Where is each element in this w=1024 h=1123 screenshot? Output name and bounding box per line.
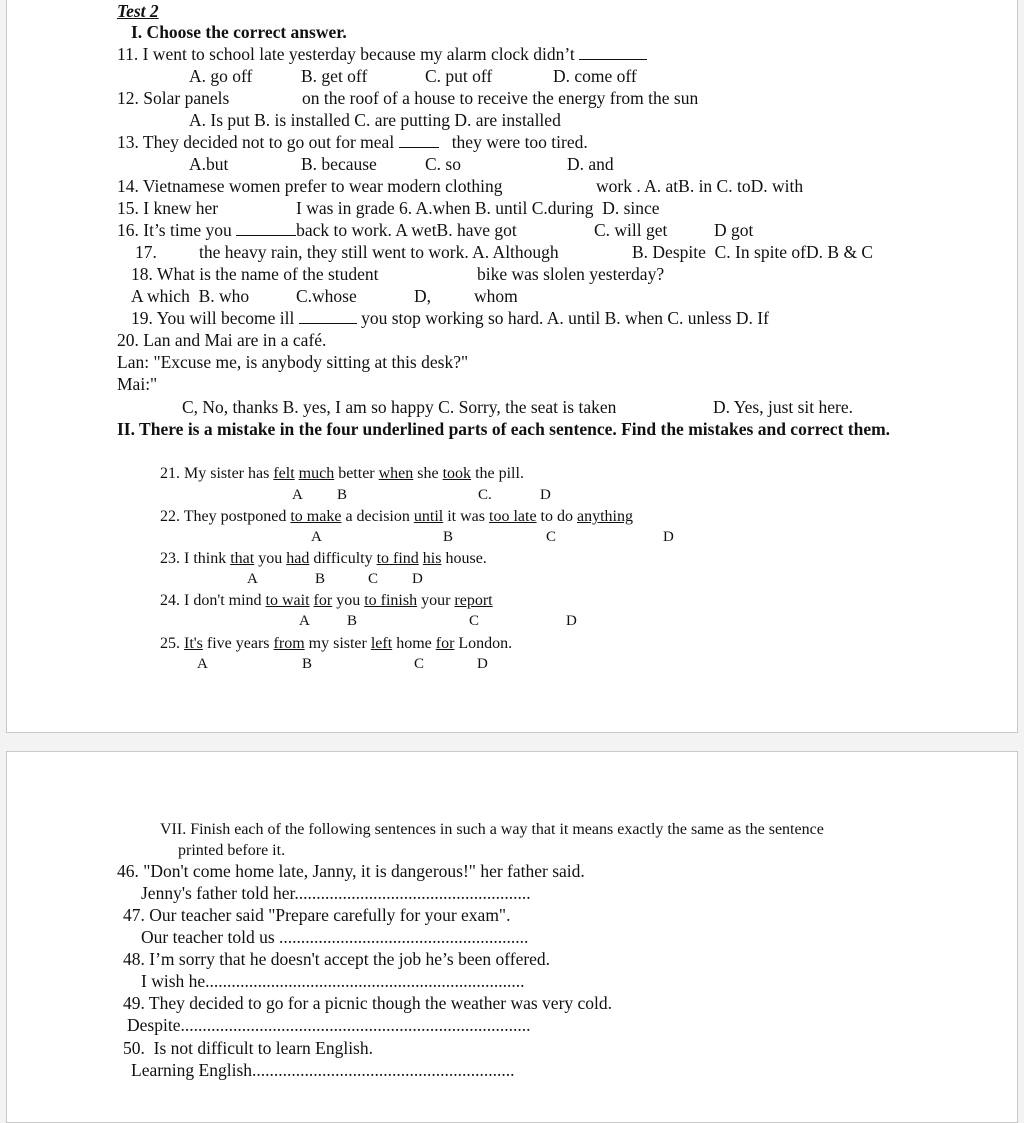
q25-label-c: C — [414, 656, 425, 672]
q18-option-c: C.whose — [296, 286, 357, 306]
q17-stem: the heavy rain, they still went to work. A. Although — [199, 242, 559, 262]
section2-heading: II. There is a mistake in the four underlined parts of each sentence. Find the mistakes and correct them. — [117, 419, 891, 439]
q21-sentence: 21. My sister has felt much better when she took the pill. — [160, 465, 524, 482]
q23-label-d: D — [412, 571, 423, 587]
q14-stem-end: work . A. atB. in C. toD. with — [596, 176, 804, 196]
q23-label-a: A — [247, 571, 258, 587]
q18-option-d-text: whom — [474, 286, 518, 306]
q15-stem-end: I was in grade 6. A.when B. until C.during D. since — [296, 198, 660, 218]
q20-line1: 20. Lan and Mai are in a café. — [117, 330, 327, 350]
q13-stem: 13. They decided not to go out for meal they were too tired. — [117, 132, 588, 152]
section7-heading-line2: printed before it. — [178, 842, 286, 859]
q21-label-d: D — [540, 487, 551, 503]
q11-option-b: B. get off — [301, 66, 368, 86]
q21-label-b: B — [337, 487, 348, 503]
q22-label-c: C — [546, 529, 557, 545]
q16-stem: 16. It’s time you back to work. A wetB. have got — [117, 220, 517, 240]
q20-option-d: D. Yes, just sit here. — [713, 397, 854, 417]
q21-label-c: C. — [478, 487, 492, 503]
q13-blank — [399, 133, 439, 148]
q13-option-b: B. because — [301, 154, 377, 174]
q16-option-d: D got — [714, 220, 754, 240]
q11-stem: 11. I went to school late yesterday because my alarm clock didn’t — [117, 43, 647, 65]
q49-question: 49. They decided to go for a picnic though the weather was very cold. — [123, 993, 613, 1013]
q11-blank — [579, 45, 647, 60]
q50-question: 50. Is not difficult to learn English. — [123, 1038, 373, 1058]
q12-stem-start: 12. Solar panels — [117, 88, 230, 108]
q24-label-b: B — [347, 613, 358, 629]
q48-question: 48. I’m sorry that he doesn't accept the job he’s been offered. — [123, 949, 551, 969]
q12-options: A. Is put B. is installed C. are putting D. are installed — [189, 110, 561, 130]
q18-option-d: D, — [414, 286, 432, 306]
q14-stem-start: 14. Vietnamese women prefer to wear modern clothing — [117, 176, 503, 196]
q23-label-b: B — [315, 571, 326, 587]
q17-number: 17. — [135, 242, 157, 262]
q47-answer-line: Our teacher told us ......................................................... — [141, 927, 529, 947]
section1-heading: I. Choose the correct answer. — [131, 22, 347, 42]
q11-option-c: C. put off — [425, 66, 493, 86]
q22-label-d: D — [663, 529, 674, 545]
q20-line2: Lan: "Excuse me, is anybody sitting at this desk?" — [117, 352, 469, 372]
q21-label-a: A — [292, 487, 303, 503]
q24-label-c: C — [469, 613, 480, 629]
q23-sentence: 23. I think that you had difficulty to find his house. — [160, 550, 487, 567]
q25-label-b: B — [302, 656, 313, 672]
q25-label-d: D — [477, 656, 488, 672]
q46-question: 46. "Don't come home late, Janny, it is dangerous!" her father said. — [117, 861, 585, 881]
q11-option-a: A. go off — [189, 66, 253, 86]
q22-label-a: A — [311, 529, 322, 545]
q25-sentence: 25. It's five years from my sister left home for London. — [160, 635, 513, 652]
q22-sentence: 22. They postponed to make a decision until it was too late to do anything — [160, 508, 633, 525]
q16-blank — [236, 221, 296, 236]
q20-line3: Mai:" — [117, 374, 158, 394]
q18-stem-start: 18. What is the name of the student — [131, 264, 379, 284]
q23-label-c: C — [368, 571, 379, 587]
q13-option-c: C. so — [425, 154, 461, 174]
q18-option-ab: A which B. who — [131, 286, 250, 306]
test-title: Test 2 — [117, 1, 159, 21]
q11-option-d: D. come off — [553, 66, 637, 86]
q19-blank — [299, 309, 357, 324]
q12-stem-end: on the roof of a house to receive the energy from the sun — [302, 88, 699, 108]
q19-stem: 19. You will become ill you stop working so hard. A. until B. when C. unless D. If — [131, 308, 769, 328]
q25-label-a: A — [197, 656, 208, 672]
q49-answer-line: Despite................................................................................ — [127, 1015, 531, 1035]
q13-option-a: A.but — [189, 154, 229, 174]
q46-answer-line: Jenny's father told her...................................................... — [141, 883, 531, 903]
q50-answer-line: Learning English............................................................ — [131, 1060, 515, 1080]
q22-label-b: B — [443, 529, 454, 545]
q48-answer-line: I wish he......................................................................... — [141, 971, 525, 991]
q16-option-c: C. will get — [594, 220, 668, 240]
q18-stem-end: bike was slolen yesterday? — [477, 264, 665, 284]
q24-label-d: D — [566, 613, 577, 629]
q47-question: 47. Our teacher said "Prepare carefully for your exam". — [123, 905, 511, 925]
q15-stem-start: 15. I knew her — [117, 198, 219, 218]
section7-heading-line1: VII. Finish each of the following sentences in such a way that it means exactly the same as the sentence — [160, 821, 824, 838]
q20-options: C, No, thanks B. yes, I am so happy C. Sorry, the seat is taken — [182, 397, 617, 417]
q17-options: B. Despite C. In spite ofD. B & C — [632, 242, 874, 262]
q13-option-d: D. and — [567, 154, 614, 174]
q24-label-a: A — [299, 613, 310, 629]
q24-sentence: 24. I don't mind to wait for you to finish your report — [160, 592, 493, 609]
